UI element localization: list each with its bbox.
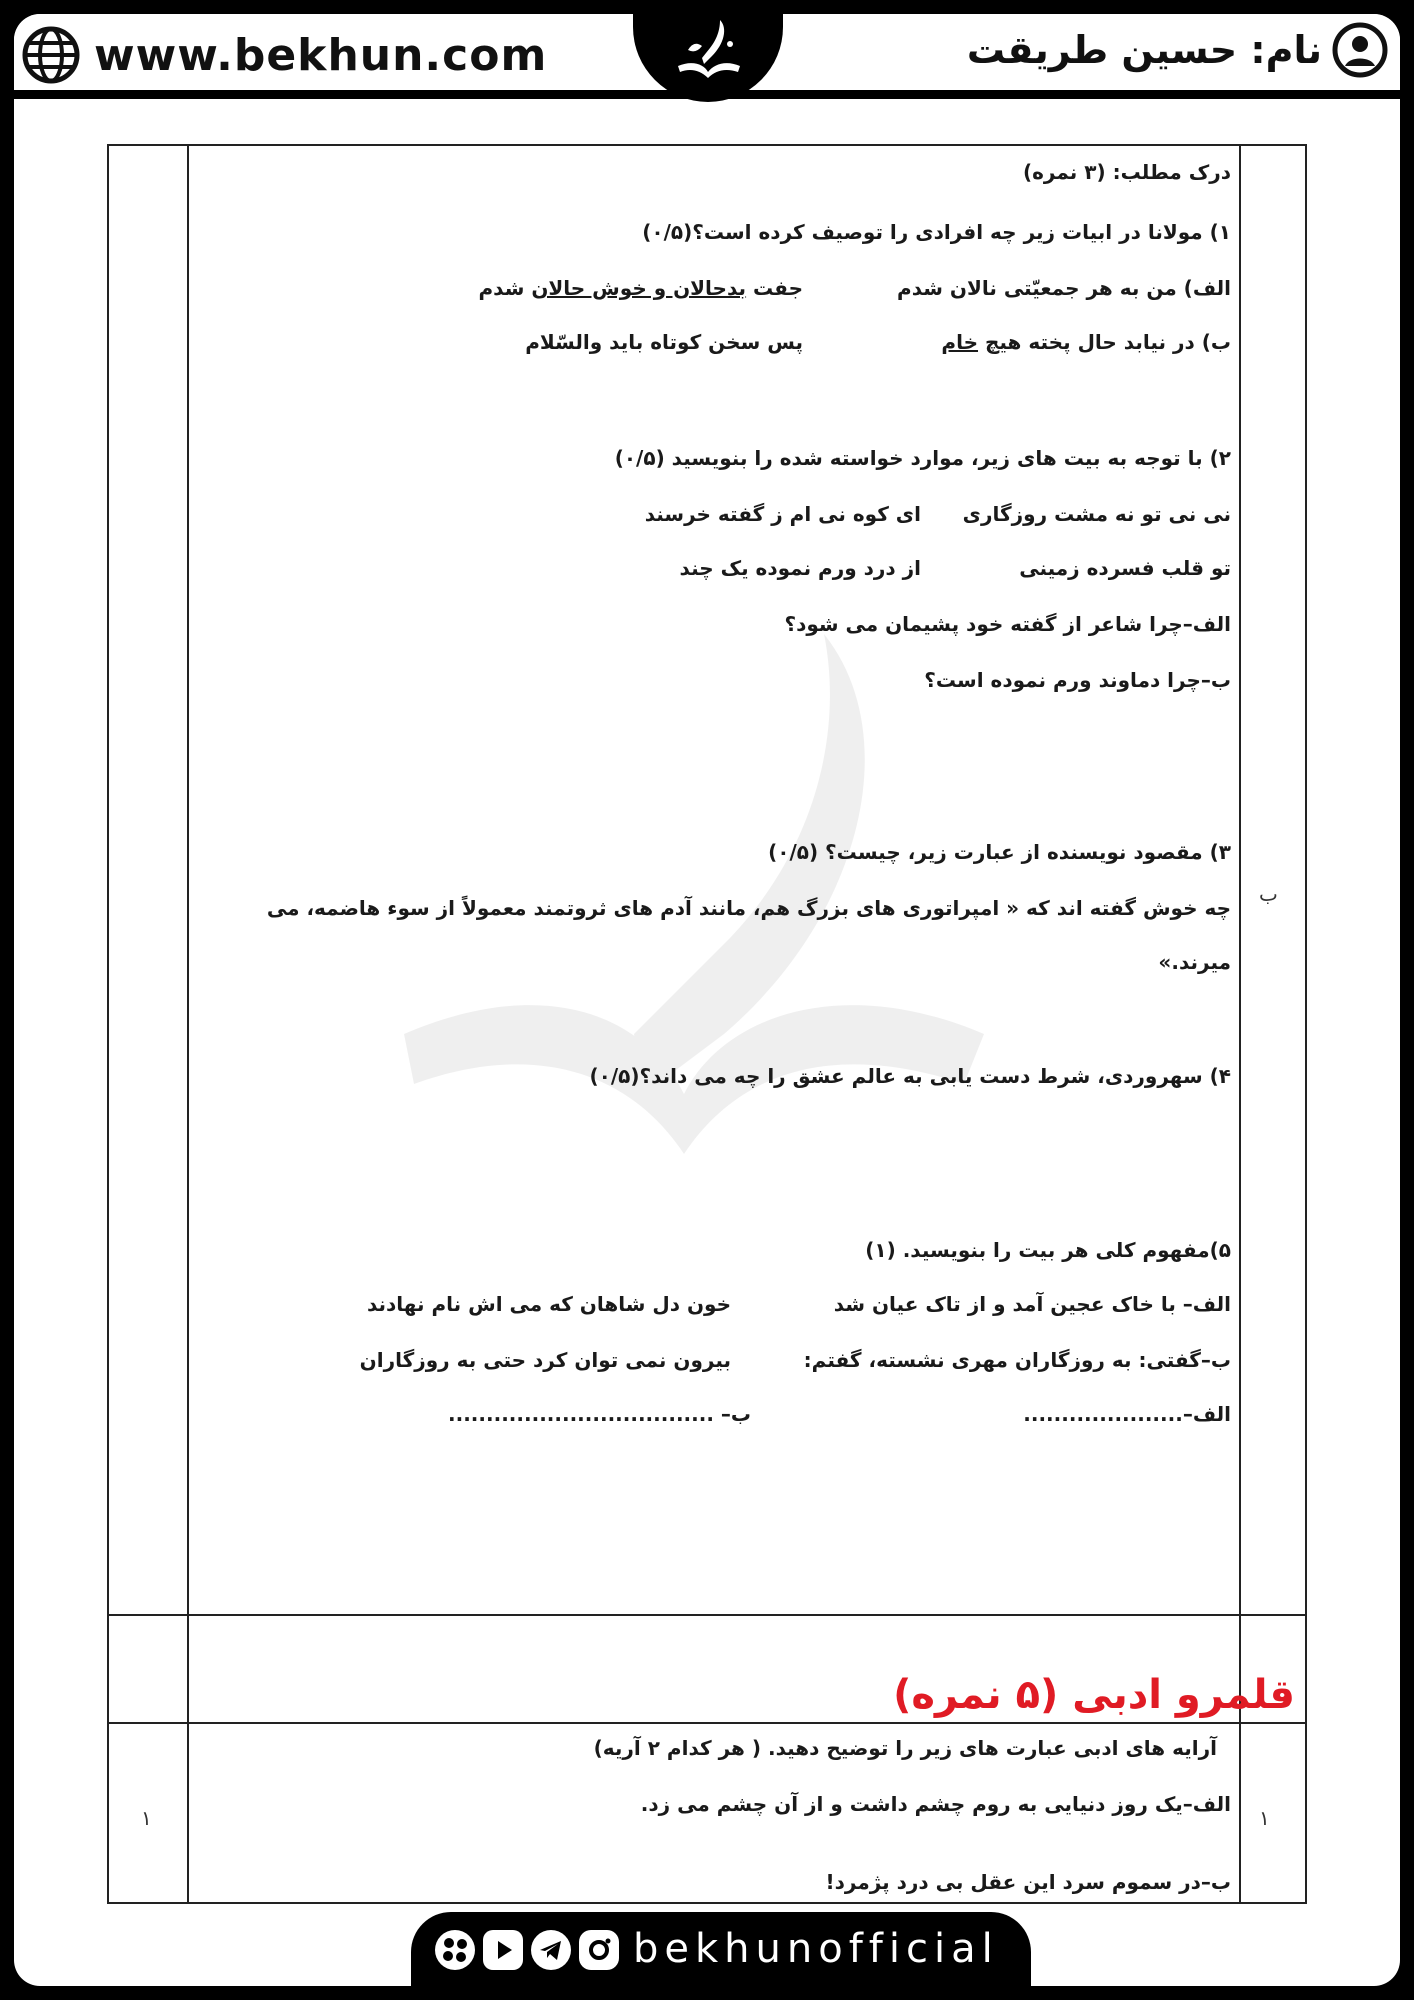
literary-score: ۱ [141, 1806, 152, 1830]
social-handle[interactable]: bekhunofficial [633, 1926, 999, 1972]
telegram-icon[interactable] [531, 1930, 571, 1970]
literary-part-a: الف–یک روز دنیایی به روم چشم داشت و از آن چشم می زد. [640, 1792, 1231, 1816]
literary-row-number: ۱ [1259, 1806, 1270, 1830]
section-b-content [199, 146, 1231, 1606]
q3-quote-line-2: میرند.» [1158, 950, 1231, 974]
q1-verse-a-second: جفت بدحالان و خوش حالان شدم [478, 276, 803, 300]
brand-logo [633, 14, 783, 102]
q2-verse-1b: ای کوه نی ام ز گفته خرسند [644, 502, 921, 526]
q5-verse-b-second: بیرون نمی توان کرد حتی به روزگاران [359, 1348, 731, 1372]
question-3: ۳) مقصود نویسنده از عبارت زیر، چیست؟ (۰/۵) [768, 840, 1231, 864]
question-5: ۵)مفهوم کلی هر بیت را بنویسید. (۱) [865, 1238, 1231, 1262]
q2-verse-1a: نی نی تو نه مشت روزگاری [962, 502, 1231, 526]
q5-verse-b-first: ب–گفتی: به روزگاران مهری نشسته، گفتم: [803, 1348, 1231, 1372]
social-icons [435, 1930, 619, 1970]
section-b-label: ب [1259, 882, 1278, 906]
q1-verse-b-second: پس سخن کوتاه باید والسّلام [525, 330, 803, 354]
globe-icon [22, 26, 80, 84]
q5-answer-a[interactable]: الف–..................... [1023, 1402, 1231, 1426]
section-b-title: درک مطلب: (۳ نمره) [1022, 160, 1231, 184]
row-label-column-divider [1239, 146, 1241, 1902]
user-avatar-icon [1332, 22, 1388, 78]
page-header [14, 14, 1400, 99]
score-column-divider [187, 146, 189, 1902]
website-link[interactable] [22, 26, 547, 84]
q5-answer-b[interactable]: ب– ................................... [448, 1402, 751, 1426]
youtube-icon[interactable] [483, 1930, 523, 1970]
literary-part-b: ب–در سموم سرد این عقل بی درد پژمرد! [825, 1870, 1231, 1894]
literary-question: آرایه های ادبی عبارت های زیر را توضیح دهید. ( هر کدام ۲ آریه) [593, 1736, 1217, 1760]
q5-verse-a-second: خون دل شاهان که می اش نام نهادند [366, 1292, 731, 1316]
question-2: ۲) با توجه به بیت های زیر، موارد خواسته شده را بنویسید (۰/۵) [614, 446, 1231, 470]
q2-part-a: الف–چرا شاعر از گفته خود پشیمان می شود؟ [784, 612, 1231, 636]
literary-content [199, 1722, 1231, 1902]
q3-quote-line-1: چه خوش گفته اند که « امپراتوری های بزرگ هم، مانند آدم های ثروتمند معمولاً از سوء هاضمه، می [266, 896, 1231, 920]
exam-table [107, 144, 1307, 1904]
exam-page [14, 14, 1400, 1986]
q1-verse-b-first: ب) در نیابد حال پخته هیچ خام [941, 330, 1231, 354]
student-name-text: نام: حسین طریقت [966, 28, 1322, 72]
q2-verse-2a: تو قلب فسرده زمینی [1019, 556, 1231, 580]
aparat-icon[interactable] [435, 1930, 475, 1970]
question-4: ۴) سهروردی، شرط دست یابی به عالم عشق را چه می داند؟(۰/۵) [589, 1064, 1231, 1088]
q1-verse-a-first: الف) من به هر جمعیّتی نالان شدم [897, 276, 1231, 300]
question-1: ۱) مولانا در ابیات زیر چه افرادی را توصیف کرده است؟(۰/۵) [642, 220, 1231, 244]
literary-section-title: قلمرو ادبی (۵ نمره) [893, 1672, 1295, 1718]
instagram-icon[interactable] [579, 1930, 619, 1970]
q2-part-b: ب–چرا دماوند ورم نموده است؟ [924, 668, 1231, 692]
pen-book-logo-icon [658, 14, 758, 90]
student-name [967, 22, 1388, 78]
website-text: www.bekhun.com [94, 29, 548, 81]
q2-verse-2b: از درد ورم نموده یک چند [679, 556, 921, 580]
row-divider [109, 1614, 1305, 1616]
q5-verse-a-first: الف– با خاک عجین آمد و از تاک عیان شد [833, 1292, 1231, 1316]
social-footer [411, 1912, 1031, 1986]
